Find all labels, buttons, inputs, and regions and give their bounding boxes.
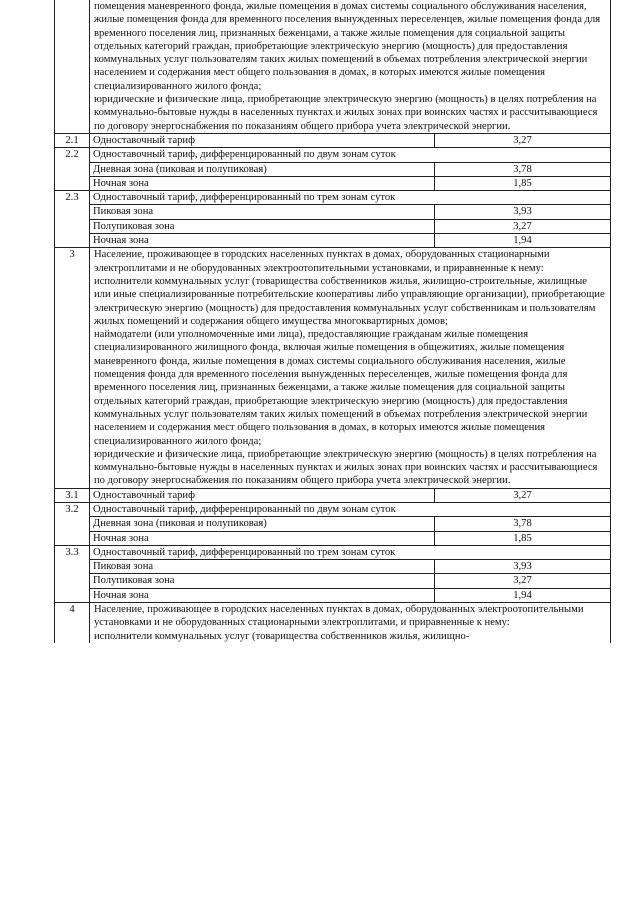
tariff-row-3-1 <box>55 488 611 502</box>
zone-label: Ночная зона <box>90 531 435 545</box>
row-number-cell <box>55 0 90 133</box>
row-number: 3.2 <box>55 502 90 545</box>
section-3-description-row <box>55 248 611 488</box>
zone-label: Пиковая зона <box>90 560 435 574</box>
section-2-description-row <box>55 0 611 133</box>
tariff-zone-row <box>55 205 611 219</box>
zone-value: 3,93 <box>435 205 611 219</box>
zone-label: Ночная зона <box>90 234 435 248</box>
section-description-cell <box>90 248 611 488</box>
tariff-label: Одноставочный тариф, дифференцированный по трем зонам суток <box>90 191 611 205</box>
tariff-row-2-3-header <box>55 191 611 205</box>
section-4-description-row <box>55 603 611 643</box>
tariff-label: Одноставочный тариф <box>90 488 435 502</box>
tariff-zone-row <box>55 531 611 545</box>
zone-value: 3,27 <box>435 219 611 233</box>
zone-value: 1,85 <box>435 531 611 545</box>
paragraph: Население, проживающее в городских населенных пунктах в домах, оборудованных стационарными электроплитами и не оборудованных электроотопительными установками, и приравненные к нему: <box>94 249 550 274</box>
tariff-zone-row <box>55 176 611 190</box>
zone-value: 3,27 <box>435 574 611 588</box>
zone-label: Пиковая зона <box>90 205 435 219</box>
section-description-cell <box>90 0 611 133</box>
paragraph: юридические и физические лица, приобретающие электрическую энергию (мощность) в целях потребления на коммунально-бытовые нужды в населенных пунктах и жилых зонах при воинских частях и рассчитывающиеся по договору энергоснабжения по показаниям общего прибора учета электрической энергии. <box>94 94 598 132</box>
tariff-zone-row <box>55 588 611 602</box>
row-number: 3 <box>55 248 90 488</box>
tariff-value: 3,27 <box>435 133 611 147</box>
paragraph: Население, проживающее в городских населенных пунктах в домах, оборудованных электроотопительными установками и не оборудованных стационарными электроплитами, и приравненные к нему: <box>94 604 584 629</box>
row-number: 2.3 <box>55 191 90 248</box>
zone-value: 1,85 <box>435 176 611 190</box>
tariff-row-2-1 <box>55 133 611 147</box>
tariff-row-3-2-header <box>55 502 611 516</box>
paragraph: наймодатели (или уполномоченные ими лица), предоставляющие гражданам жилые помещения специализированного жилищного фонда, включая жилые помещения в общежитиях, жилые помещения маневренного фонда, жилые помещения в домах системы социального обслуживания населения, жилые помещения фонда для временного поселения вынужденных переселенцев, жилые помещения фонда для временного поселения лиц, признанных беженцами, а также жилые помещения для социальной защиты отдельных категорий граждан, приобретающие электрическую энергию (мощность) для предоставления коммунальных услуг пользователям таких жилых помещений в объемах потребления электрической энергии населением и содержания мест общего пользования в домах, в которых имеются жилые помещения специализированного жилого фонда; <box>94 329 588 447</box>
tariff-row-2-2-header <box>55 148 611 162</box>
tariff-value: 3,27 <box>435 488 611 502</box>
tariff-label: Одноставочный тариф, дифференцированный по двум зонам суток <box>90 148 611 162</box>
row-number: 3.3 <box>55 545 90 602</box>
section-description-cell <box>90 603 611 643</box>
row-number: 3.1 <box>55 488 90 502</box>
tariff-zone-row <box>55 574 611 588</box>
zone-value: 1,94 <box>435 588 611 602</box>
tariff-row-3-3-header <box>55 545 611 559</box>
paragraph: исполнители коммунальных услуг (товарищества собственников жилья, жилищно- <box>94 630 470 642</box>
tariff-zone-row <box>55 162 611 176</box>
zone-label: Полупиковая зона <box>90 574 435 588</box>
zone-value: 1,94 <box>435 234 611 248</box>
row-number: 4 <box>55 603 90 643</box>
zone-label: Дневная зона (пиковая и полупиковая) <box>90 162 435 176</box>
tariff-zone-row <box>55 517 611 531</box>
zone-label: Полупиковая зона <box>90 219 435 233</box>
zone-label: Ночная зона <box>90 176 435 190</box>
zone-value: 3,93 <box>435 560 611 574</box>
tariff-label: Одноставочный тариф, дифференцированный по двум зонам суток <box>90 502 611 516</box>
paragraph: юридические и физические лица, приобретающие электрическую энергию (мощность) в целях потребления на коммунально-бытовые нужды в населенных пунктах и жилых зонах при воинских частях и рассчитывающиеся по договору энергоснабжения по показаниям общего прибора учета электрической энергии. <box>94 448 598 487</box>
tariff-document-page <box>54 0 610 643</box>
tariff-label: Одноставочный тариф <box>90 133 435 147</box>
zone-value: 3,78 <box>435 162 611 176</box>
tariff-zone-row <box>55 234 611 248</box>
tariff-table <box>54 0 611 643</box>
zone-value: 3,78 <box>435 517 611 531</box>
zone-label: Дневная зона (пиковая и полупиковая) <box>90 517 435 531</box>
row-number: 2.2 <box>55 148 90 191</box>
tariff-label: Одноставочный тариф, дифференцированный по трем зонам суток <box>90 545 611 559</box>
tariff-zone-row <box>55 560 611 574</box>
tariff-zone-row <box>55 219 611 233</box>
paragraph: исполнители коммунальных услуг (товарищества собственников жилья, жилищно-строительные, жилищные или иные специализированные потребительские кооперативы либо управляющие организации), приобретающие электрическую энергию (мощность) для предоставления коммунальных услуг собственникам и пользователям жилых помещений и содержания общего имущества многоквартирных домов; <box>94 275 605 327</box>
zone-label: Ночная зона <box>90 588 435 602</box>
row-number: 2.1 <box>55 133 90 147</box>
paragraph: помещения маневренного фонда, жилые помещения в домах системы социального обслуживания населения, жилые помещения фонда для временного поселения вынужденных переселенцев, жилые помещения фонда для временного поселения лиц, признанных беженцами, а также жилые помещения для социальной защиты отдельных категорий граждан, приобретающие электрическую энергию (мощность) для предоставления коммунальных услуг пользователям таких жилых помещений в объемах потребления электрической энергии населением и содержания мест общего пользования в домах, в которых имеются жилые помещения специализированного жилого фонда; <box>94 1 601 92</box>
